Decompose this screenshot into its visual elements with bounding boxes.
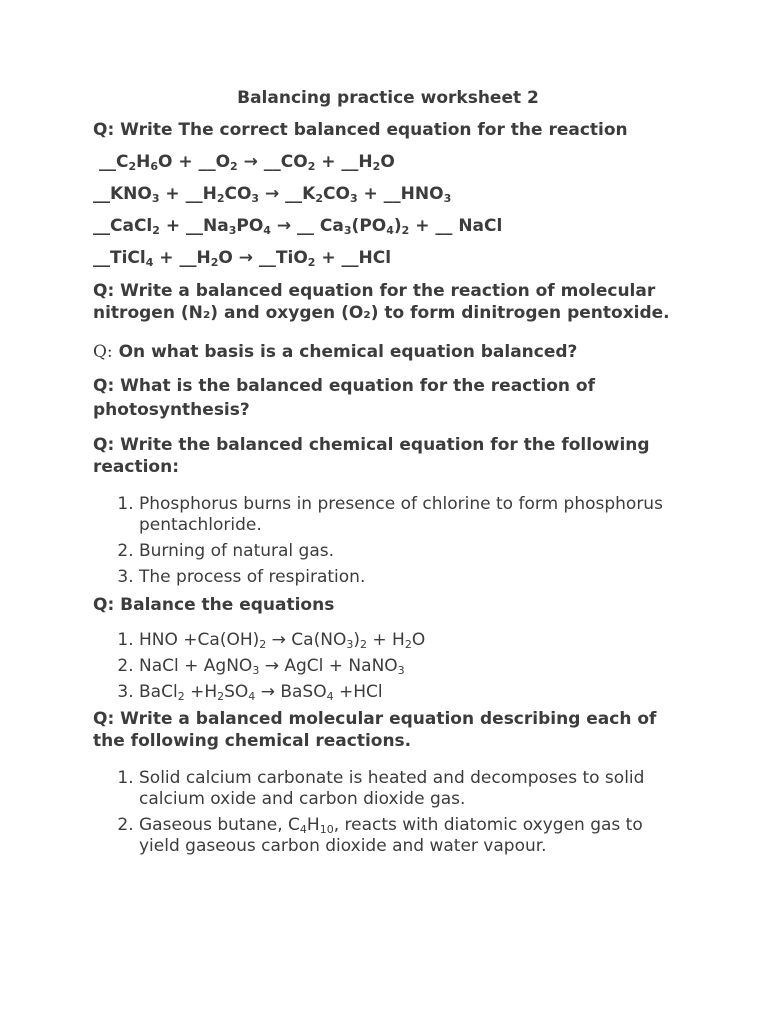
list-item: 2. NaCl + AgNO$_3$ → AgCl + NaNO$_3$ <box>139 656 683 677</box>
subscript: 3 <box>251 192 260 205</box>
subscript: 2 <box>216 192 225 205</box>
subscript: 2 <box>259 638 267 651</box>
question-4: Q: What is the balanced equation for the reaction of photosynthesis? <box>93 376 595 420</box>
question-1: Q: Write The correct balanced equation for the reaction <box>93 120 628 140</box>
list-item: 1. HNO $+Ca(OH)_2 \to Ca(NO_3)_2 + H_2O$ <box>139 630 683 651</box>
subscript: 2 <box>152 224 160 237</box>
question-2: Q: Write a balanced equation for the reaction of molecular nitrogen (N₂) and oxygen (O₂) to form dinitrogen pentoxide. <box>93 281 670 323</box>
subscript: 3 <box>349 192 358 205</box>
question-3 <box>93 340 683 364</box>
subscript: 4 <box>299 823 307 836</box>
subscript: 3 <box>346 638 354 651</box>
subscript: 3 <box>228 224 237 237</box>
subscript: 4 <box>248 690 256 703</box>
subscript: 2 <box>401 224 410 237</box>
subscript: 2 <box>307 160 316 173</box>
subscript: 2 <box>315 192 323 205</box>
subscript: 2 <box>177 690 185 703</box>
question-5-list <box>93 494 683 588</box>
question-3-prefix: Q: <box>93 342 113 362</box>
subscript: 10 <box>319 823 334 836</box>
subscript: 4 <box>145 256 154 269</box>
subscript: 3 <box>151 192 160 205</box>
subscript: 2 <box>359 638 367 651</box>
equation-line: __TiCl$_4$ + $\_\_H_2O$ → __TiO$_2$ + __HCl <box>93 248 392 269</box>
subscript: 2 <box>230 160 238 173</box>
subscript: 2 <box>210 256 219 269</box>
question-3-text: On what basis is a chemical equation balanced? <box>118 342 578 362</box>
subscript: 4 <box>263 224 271 237</box>
worksheet-title: Balancing practice worksheet 2 <box>237 88 539 108</box>
list-item: 2. Burning of natural gas. <box>139 541 683 562</box>
list-item: 1. Phosphorus burns in presence of chlorine to form phosphorus pentachloride. <box>139 494 683 536</box>
question-6-list <box>93 630 683 703</box>
list-item: 2. Gaseous butane, $C_4H_{10}$, reacts with diatomic oxygen gas to yield gaseous carbon dioxide and water vapour. <box>139 815 683 857</box>
subscript: 4 <box>386 224 394 237</box>
question-6: Q: Balance the equations <box>93 595 335 615</box>
list-item: 1. Solid calcium carbonate is heated and decomposes to solid calcium oxide and carbon dioxide gas. <box>139 768 683 810</box>
subscript: 3 <box>343 224 352 237</box>
equation-list <box>93 152 683 268</box>
question-5: Q: Write the balanced chemical equation for the following reaction: <box>93 435 650 477</box>
subscript: 3 <box>397 664 405 677</box>
subscript: 2 <box>404 638 412 651</box>
equation-line: __CaCl$_2$ + $\_\_Na_3PO_4$ → __ $Ca_3(PO_4)_2$ + __ NaCl <box>93 216 503 237</box>
subscript: 2 <box>128 160 137 173</box>
subscript: 4 <box>326 690 334 703</box>
subscript: 3 <box>252 664 260 677</box>
list-item: 3. The process of respiration. <box>139 567 683 588</box>
subscript: 2 <box>372 160 381 173</box>
question-7: Q: Write a balanced molecular equation describing each of the following chemical reactions. <box>93 709 657 751</box>
list-item: 3. BaCl$_2$ $+H_2SO_4$ → BaSO$_4$ +HCl <box>139 682 683 703</box>
subscript: 3 <box>443 192 452 205</box>
subscript: 6 <box>150 160 159 173</box>
equation-line: $\_\_C_2H_6O$ + $\_\_O_2$ → $\_\_CO_2$ + $\_\_H_2O$ <box>99 152 395 173</box>
worksheet-page <box>93 88 683 862</box>
subscript: 2 <box>307 256 316 269</box>
subscript: 2 <box>217 690 225 703</box>
equation-line: $\_\_KNO_3$ + $\_\_H_2CO_3$ → $\_\_K_2CO_3$ + $\_\_HNO_3$ <box>93 184 452 205</box>
question-7-list <box>93 768 683 857</box>
